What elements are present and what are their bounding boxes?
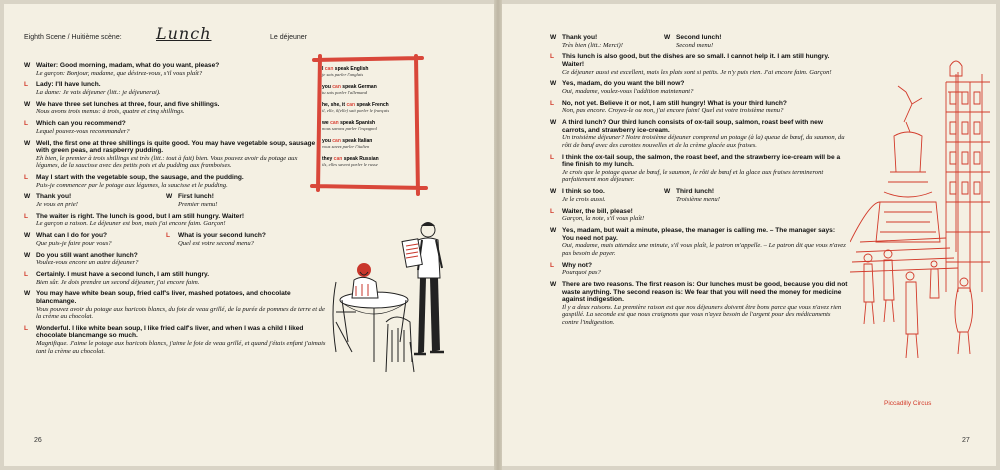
english-text: Thank you!	[36, 193, 72, 201]
french-text: Non, pas encore. Croyez-le ou non, j'ai encore faim! Quel est votre troisième menu?	[562, 107, 784, 115]
french-text: Quel est votre second menu?	[178, 239, 254, 247]
dialogue-line	[24, 62, 318, 77]
speaker-marker: W	[166, 193, 173, 201]
language-verb: speak Spanish	[340, 120, 376, 126]
language-item	[322, 120, 412, 132]
speaker-marker: W	[550, 188, 557, 196]
french-text: Premier menu!	[178, 201, 218, 209]
scene-title: Lunch	[156, 24, 212, 43]
english-text: May I start with the vegetable soup, the sausage, and the pudding.	[36, 174, 244, 182]
french-text: Je le crois aussi.	[562, 195, 606, 203]
dialogue-line	[24, 290, 328, 320]
language-item	[322, 138, 412, 150]
language-item	[322, 84, 412, 96]
speaker-marker: W	[24, 251, 31, 259]
language-verb: speak German	[342, 84, 377, 90]
language-can: can	[333, 156, 343, 162]
french-text: La dame: Je vais déjeuner (litt.: je déjeunerai).	[36, 88, 161, 96]
english-text: A third lunch? Our third lunch consists of ox-tail soup, salmon, roast beef with new carrots, and strawberry ice-cream.	[562, 119, 823, 134]
left-dialogue	[24, 62, 324, 359]
language-subject: we	[322, 120, 329, 126]
language-french: il, elle, il(elle) sait parler le français	[322, 108, 390, 113]
english-text: Which can you recommend?	[36, 120, 126, 128]
english-text: The waiter is right. The lunch is good, but I am still hungry. Waiter!	[36, 212, 245, 220]
english-text: Second lunch!	[676, 34, 722, 41]
english-text: Lady: I'll have lunch.	[36, 81, 101, 89]
dialogue-line	[550, 154, 848, 184]
dialogue-line	[24, 325, 328, 355]
dialogue-line	[550, 227, 848, 257]
speaker-marker: L	[550, 53, 555, 61]
french-text: Troisième menu!	[676, 195, 720, 203]
language-can: can	[346, 102, 356, 108]
french-text: Voulez-vous encore un autre déjeuner?	[36, 259, 139, 267]
dialogue-line	[24, 174, 318, 189]
language-subject: you	[322, 138, 331, 144]
language-can: can	[324, 66, 334, 72]
french-text: Nous avons trois menus: à trois, quatre et cinq shillings.	[36, 108, 185, 116]
dialogue-line	[550, 281, 848, 327]
english-text: Yes, madam, do you want the bill now?	[562, 80, 685, 88]
english-text: Thank you!	[562, 34, 598, 41]
dialogue-line	[664, 188, 720, 203]
english-text: Why not?	[562, 261, 593, 269]
dialogue-line	[550, 80, 848, 95]
dialogue-line	[24, 81, 318, 96]
dialogue-line	[664, 34, 721, 49]
speaker-marker: L	[550, 207, 555, 215]
language-can: can	[332, 84, 341, 90]
english-text: I think so too.	[562, 188, 605, 196]
speaker-marker: L	[24, 324, 29, 332]
language-subject: you	[322, 84, 331, 90]
speaker-marker: L	[24, 81, 29, 89]
french-text: Que puis-je faire pour vous?	[36, 239, 112, 247]
speaker-marker: W	[550, 34, 557, 41]
speaker-marker: W	[550, 119, 557, 127]
dialogue-line	[550, 34, 664, 49]
french-text: Bien sûr. Je dois prendre un second déjeuner, j'ai encore faim.	[36, 278, 200, 286]
speaker-marker: L	[166, 232, 171, 240]
language-can: can	[330, 120, 339, 126]
speaker-marker: W	[550, 226, 557, 234]
english-text: Waiter, the bill, please!	[562, 207, 633, 215]
english-text: Yes, madam, but wait a minute, please, the manager is calling me. – The manager says: You need not pay.	[562, 226, 836, 242]
dialogue-line	[166, 193, 218, 208]
french-text: Le garçon: Bonjour, madame, que désirez-vous, s'il vous plaît?	[36, 69, 203, 77]
french-text: Un troisième déjeuner? Notre troisième déjeuner comprend un potage (à la) queue de bœuf, du saumon, du rôti de bœuf avec des carottes nouvelles et de la crème glacée aux fraises.	[562, 134, 845, 149]
speaker-marker: W	[550, 280, 557, 288]
dialogue-line	[550, 262, 848, 277]
language-subject: he, she, it	[322, 102, 346, 108]
language-french: nous savons parler l'espagnol	[322, 126, 377, 131]
speaker-marker: W	[24, 193, 31, 201]
dialogue-pair	[24, 193, 324, 208]
speaker-marker: W	[24, 100, 31, 108]
english-text: You may have white bean soup, fried calf's liver, mashed potatoes, and chocolate blancmange.	[36, 290, 291, 305]
speaker-marker: W	[24, 62, 31, 69]
french-text: Le garçon a raison. Le déjeuner est bon, mais j'ai encore faim. Garçon!	[36, 220, 226, 228]
english-text: Wonderful. I like white bean soup, I like fried calf's liver, and when I was a child I liked chocolate blancmange so much.	[36, 324, 304, 340]
dialogue-line	[550, 208, 848, 223]
dialogue-line	[24, 120, 318, 135]
language-verb: speak Italian	[342, 138, 373, 144]
english-text: What can I do for you?	[36, 232, 108, 240]
french-text: Magnifique. J'aime le potage aux haricots blancs, j'aime le foie de veau grillé, et quand j'étais enfant j'aimais tant la crème au chocolat.	[36, 340, 326, 355]
language-can: can	[332, 138, 341, 144]
french-text: Je vous en prie!	[36, 201, 78, 209]
speaker-marker: W	[24, 232, 31, 240]
language-french: tu sais parler l'allemand	[322, 90, 368, 95]
french-text: Ce déjeuner aussi est excellent, mais les plats sont si petits. Je n'y puis rien. J'ai encore faim. Garçon!	[562, 68, 832, 76]
speaker-marker: W	[24, 139, 31, 147]
dialogue-line	[24, 252, 328, 267]
english-text: Waiter: Good morning, madam, what do you want, please?	[36, 62, 220, 69]
english-text: Do you still want another lunch?	[36, 251, 138, 259]
dialogue-line	[24, 271, 328, 286]
english-text: Third lunch!	[676, 188, 715, 196]
speaker-marker: L	[550, 261, 555, 269]
english-text: What is your second lunch?	[178, 232, 266, 240]
dialogue-line	[24, 232, 166, 247]
dialogue-line	[24, 140, 318, 170]
english-text: No, not yet. Believe it or not, I am still hungry! What is your third lunch?	[562, 99, 787, 107]
dialogue-line	[550, 119, 848, 149]
dialogue-pair	[24, 232, 316, 247]
scene-label: Eighth Scene / Huitième scène:	[24, 34, 122, 41]
english-text: There are two reasons. The first reason is: Our lunches must be good, because you did not waste anything. The second reason is: We fear that you will need the money for medicine against indigestion.	[562, 280, 848, 304]
speaker-marker: W	[664, 34, 671, 41]
english-text: This lunch is also good, but the dishes are so small. I cannot help it. I am still hungry. Waiter!	[562, 53, 830, 68]
speaker-marker: W	[24, 290, 31, 298]
page-number-right: 27	[962, 437, 970, 444]
language-french: je sais parler l'anglais	[322, 72, 364, 77]
language-item	[322, 156, 412, 168]
french-text: Lequel pouvez-vous recommander?	[36, 127, 130, 135]
french-text: Puis-je commencer par le potage aux légumes, la saucisse et le pudding.	[36, 181, 228, 189]
speaker-marker: L	[550, 99, 555, 107]
book-gutter	[494, 0, 502, 470]
french-text: Je crois que le potage queue de bœuf, le saumon, le rôti de bœuf et la glace aux fraises termineront parfaitement mon déjeuner.	[562, 168, 824, 184]
french-text: Pourquoi pas?	[562, 269, 601, 277]
french-text: Eh bien, le premier à trois shillings est très (litt.: tout à fait) bien. Vous pouvez avoir du potage aux légumes, de la saucisse avec des petits pois et du pudding aux framboises.	[36, 154, 298, 170]
dialogue-line	[550, 188, 664, 203]
french-text: Oui, madame, mais attendez une minute, s'il vous plaît, le patron m'appelle. – Le patron dit que vous n'avez pas besoin de payer.	[562, 242, 846, 257]
language-french: ils, elles savent parler le russe	[322, 162, 378, 167]
speaker-marker: L	[24, 270, 29, 278]
language-subject: they	[322, 156, 333, 162]
dialogue-line	[24, 213, 324, 228]
french-text: Garçon, la note, s'il vous plaît!	[562, 215, 645, 223]
english-text: First lunch!	[178, 193, 214, 201]
scene-title-french: Le déjeuner	[270, 34, 307, 41]
french-text: Second menu!	[676, 41, 714, 49]
piccadilly-circus-illustration	[850, 52, 996, 392]
language-verb: speak Russian	[343, 156, 379, 162]
english-text: We have three set lunches at three, four, and five shillings.	[36, 100, 220, 108]
dialogue-line	[24, 101, 318, 116]
language-verb: speak French	[356, 102, 389, 108]
english-text: I think the ox-tail soup, the salmon, the roast beef, and the strawberry ice-cream will be a fine finish to my lunch.	[562, 153, 841, 169]
language-item	[322, 102, 412, 114]
dialogue-pair	[550, 34, 848, 49]
dialogue-pair	[550, 188, 848, 203]
illustration-caption: Piccadilly Circus	[884, 400, 932, 407]
language-item	[322, 66, 412, 78]
speaker-marker: W	[664, 188, 671, 196]
speaker-marker: L	[550, 153, 555, 161]
language-list	[322, 66, 412, 174]
language-subject: I	[322, 66, 324, 72]
french-text: Il y a deux raisons. La première raison est que nos déjeuners doivent être bons parce que vous n'avez rien gaspillé. La seconde est que nous craignons que vous n'ayez besoin de l'argent pour des médicaments contre l'indigestion.	[562, 303, 842, 326]
french-text: Oui, madame, voulez-vous l'addition maintenant?	[562, 87, 694, 95]
speaker-marker: W	[550, 80, 557, 88]
page-number-left: 26	[34, 437, 42, 444]
language-verb: speak English	[334, 66, 369, 72]
french-text: Vous pouvez avoir du potage aux haricots blancs, du foie de veau grillé, de la purée de pommes de terre et de la crème au chocolat.	[36, 305, 325, 321]
dialogue-line	[550, 53, 848, 76]
language-french: vous savez parler l'italien	[322, 144, 370, 149]
right-dialogue	[550, 34, 848, 331]
speaker-marker: L	[24, 212, 29, 220]
dialogue-line	[166, 232, 266, 247]
english-text: Well, the first one at three shillings is quite good. You may have vegetable soup, sausage with green peas, and raspberry pudding.	[36, 139, 316, 155]
french-text: Très bien (litt.: Merci)!	[562, 41, 623, 49]
dialogue-line	[24, 193, 166, 208]
english-text: Certainly. I must have a second lunch, I am still hungry.	[36, 270, 210, 278]
waiter-illustration	[326, 212, 476, 392]
speaker-marker: L	[24, 120, 29, 128]
dialogue-line	[550, 100, 848, 115]
speaker-marker: L	[24, 174, 29, 182]
